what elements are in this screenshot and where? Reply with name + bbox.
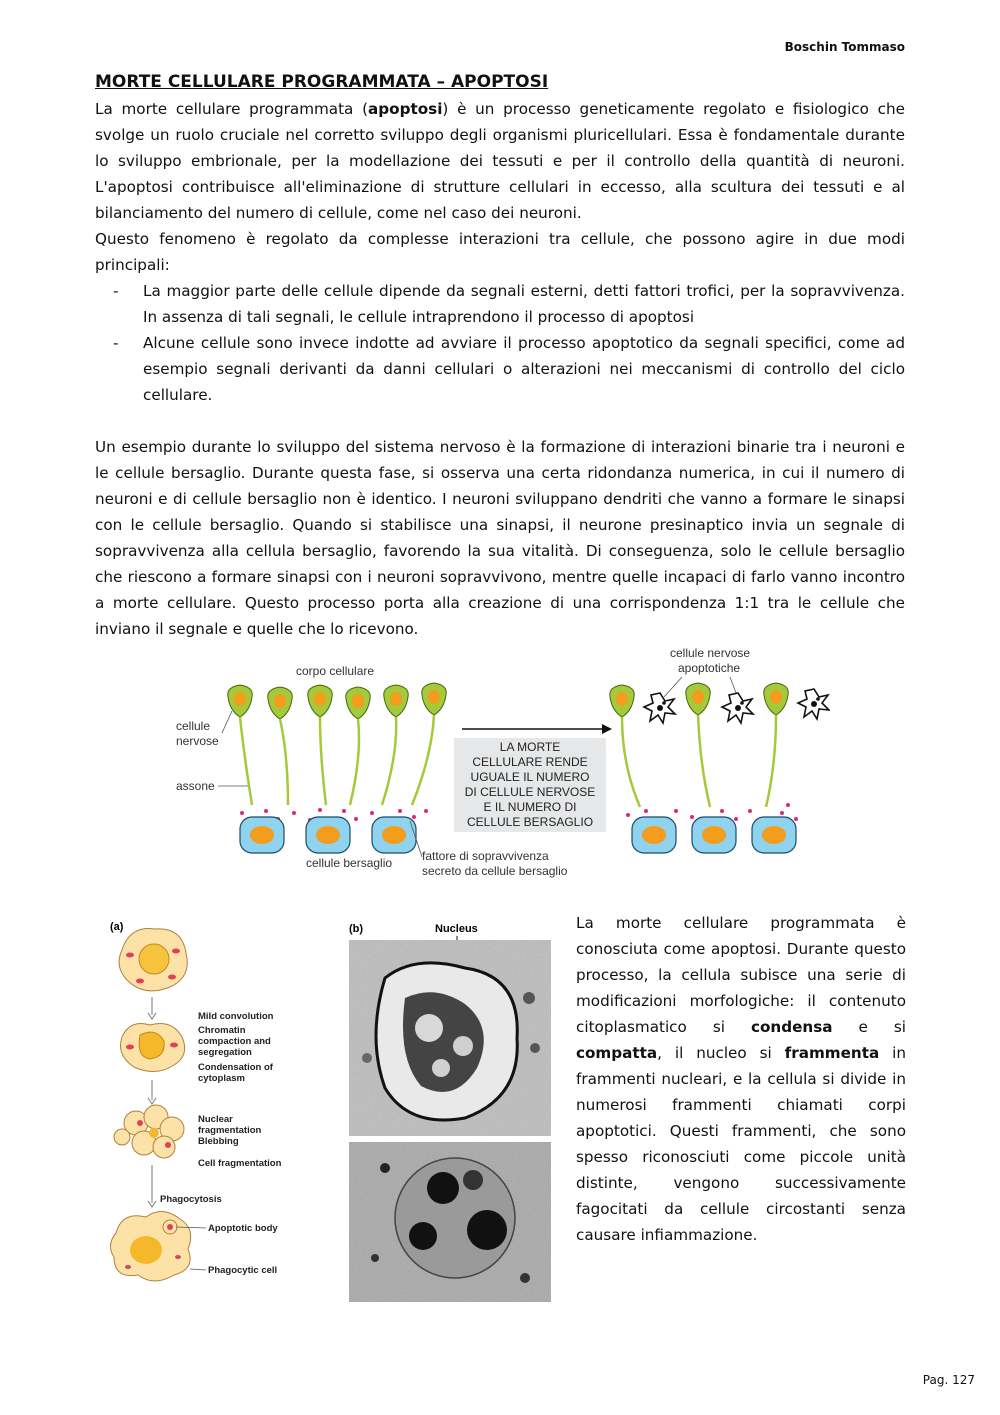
intro-bold-apoptosi: apoptosi [368, 100, 443, 118]
panel-label-a: (a) [110, 921, 124, 933]
stage-label: Condensation of [198, 1062, 273, 1073]
neurons-left [228, 683, 447, 805]
stage-label: cytoplasm [198, 1073, 245, 1084]
morph-bold-frammenta: frammenta [784, 1044, 880, 1062]
label-apoptotiche-1: cellule nervose [670, 646, 751, 660]
arrow-right-icon [602, 724, 612, 734]
morph-text: e si [832, 1018, 906, 1036]
label-cellule-bersaglio: cellule bersaglio [306, 856, 393, 870]
micrograph-apoptotic [349, 1142, 551, 1302]
morph-bold-compatta: compatta [576, 1044, 658, 1062]
box-line: UGUALE IL NUMERO [470, 770, 590, 784]
box-line: LA MORTE [499, 740, 561, 754]
box-line: E IL NUMERO DI [483, 800, 577, 814]
list-item [95, 330, 905, 408]
box-line: DI CELLULE NERVOSE [464, 785, 596, 799]
bullet-list [95, 278, 905, 408]
morph-text: , il nucleo si [657, 1044, 785, 1062]
box-line: CELLULE BERSAGLIO [466, 815, 594, 829]
micrograph-normal [349, 940, 551, 1136]
neuron-target-figure [170, 645, 830, 885]
apoptotic-cells [644, 689, 829, 723]
label-fattore-1: fattore di sopravvivenza [422, 849, 549, 863]
author-name: Boschin Tommaso [784, 40, 905, 54]
label-assone: assone [176, 779, 215, 793]
intro-text-a: La morte cellulare programmata ( [95, 100, 369, 118]
nucleus-label: Nucleus [435, 923, 478, 935]
stage-label: Phagocytic cell [208, 1265, 278, 1276]
electron-micrograph-figure [345, 918, 555, 1303]
neurons-right [610, 683, 789, 807]
page-title: MORTE CELLULARE PROGRAMMATA – APOPTOSI [95, 72, 549, 92]
intro-paragraph [95, 96, 905, 226]
normal-cell [119, 928, 187, 990]
label-corpo-cellulare: corpo cellulare [296, 664, 375, 678]
target-cells-left [240, 817, 416, 853]
label-cellule-nervose-2: nervose [176, 734, 219, 748]
condensed-cell [121, 1024, 185, 1072]
fragmented-cell [114, 1105, 184, 1158]
list-item [95, 278, 905, 330]
stage-label: fragmentation [198, 1125, 262, 1136]
bullet-text: Alcune cellule sono invece indotte ad avviare il processo apoptotico da segnali specifici, come ad esempio segnali derivanti da danni cellulari o alterazioni nei meccanismi di controllo del ciclo cellulare. [143, 334, 905, 404]
page-number: Pag. 127 [922, 1373, 975, 1387]
nervous-system-paragraph: Un esempio durante lo sviluppo del sistema nervoso è la formazione di interazioni binarie tra i neuroni e le cellule bersaglio. Durante questa fase, si osserva una certa ridondanza numerica, in cui il numero di neuroni e di cellule bersaglio non è identico. I neuroni sviluppano dendriti che vanno a formare le sinapsi con le cellule bersaglio. Quando si stabilisce una sinapsi, il neurone presinaptico invia un segnale di sopravvivenza alla cellula bersaglio, favorendo la sua vitalità. Di conseguenza, solo le cellule bersaglio che riescono a formare sinapsi con i neuroni sopravvivono, mentre quelle incapaci di farlo vanno incontro a morte cellulare. Questo processo porta alla creazione di una corrispondenza 1:1 tra le cellule che inviano il segnale e quelle che lo ricevono. [95, 438, 905, 638]
stage-label: Nuclear [198, 1114, 233, 1125]
stage-label: Phagocytosis [160, 1194, 222, 1205]
target-cells-right [632, 817, 796, 853]
apoptosis-stages-figure [100, 915, 300, 1305]
intro-text-b: ) è un processo geneticamente regolato e fisiologico che svolge un ruolo cruciale nel corretto sviluppo degli organismi pluricellulari. Essa è fondamentale durante lo sviluppo embrionale, per la modellazione dei tessuti e per il controllo della quantità di neuroni. L'apoptosi contribuisce all'eliminazione di strutture cellulari in eccesso, alla scultura dei tessuti e al bilanciamento del numero di cellule, come nel caso dei neuroni. [95, 100, 905, 222]
bullet-text: La maggior parte delle cellule dipende da segnali esterni, detti fattori trofici, per la sopravvivenza. In assenza di tali segnali, le cellule intraprendono il processo di apoptosi [143, 282, 905, 326]
stage-label: Apoptotic body [208, 1223, 278, 1234]
stage-label: Blebbing [198, 1136, 239, 1147]
label-fattore-2: secreto da cellule bersaglio [422, 864, 568, 878]
bullet-dash: - [113, 282, 119, 300]
stage-label: Chromatin [198, 1025, 246, 1036]
stage-label: segregation [198, 1047, 252, 1058]
label-cellule-nervose-1: cellule [176, 719, 211, 733]
bullet-dash: - [113, 334, 119, 352]
box-line: CELLULARE RENDE [472, 755, 588, 769]
morph-text: La morte cellulare programmata è conosciuta come apoptosi. Durante questo processo, la cellula subisce una serie di modificazioni morfologiche: il contenuto citoplasmatico si [576, 914, 906, 1036]
panel-label-b: (b) [349, 923, 364, 935]
stage-label: Cell fragmentation [198, 1158, 282, 1169]
morph-bold-condensa: condensa [750, 1018, 833, 1036]
phagocytic-cell [110, 1211, 190, 1281]
label-apoptotiche-2: apoptotiche [678, 661, 741, 675]
regulation-paragraph: Questo fenomeno è regolato da complesse interazioni tra cellule, che possono agire in due modi principali: [95, 230, 905, 274]
stage-label: Mild convolution [198, 1011, 274, 1022]
morph-text: in frammenti nucleari, e la cellula si divide in numerosi frammenti chiamati corpi apoptotici. Questi frammenti, che sono spesso riconosciuti come piccole unità distinte, vengono successivamente fagocitati da cellule circostanti senza causare infiammazione. [576, 1044, 906, 1244]
stage-label: compaction and [198, 1036, 271, 1047]
morphology-paragraph [576, 910, 906, 1248]
